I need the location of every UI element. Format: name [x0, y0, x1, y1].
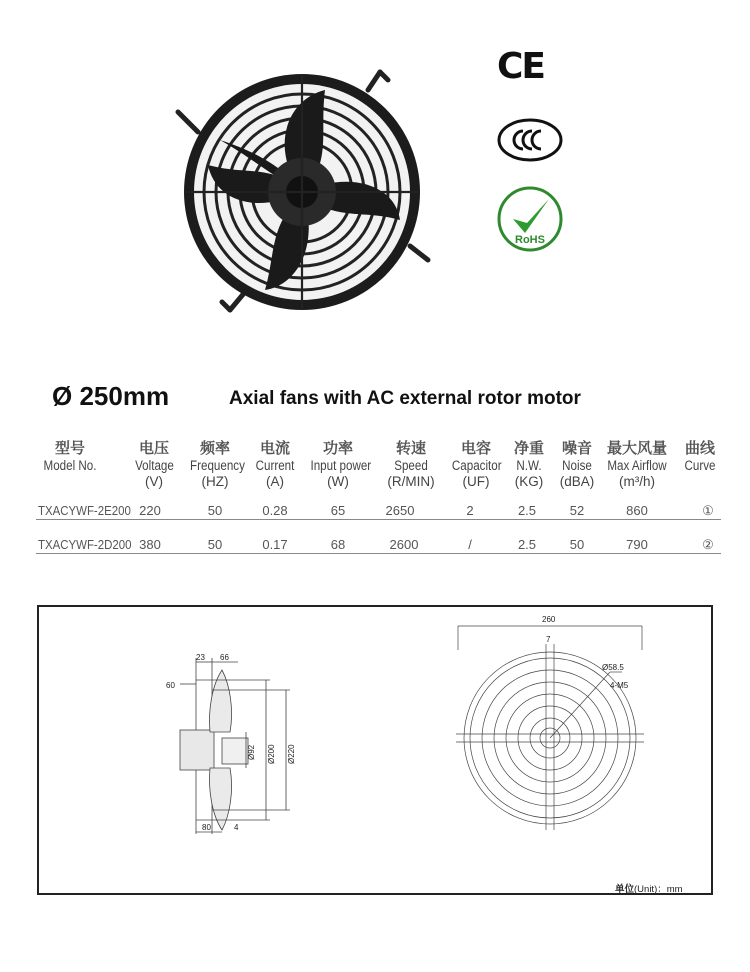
svg-text:4: 4 — [234, 823, 239, 832]
svg-text:Ø58.5: Ø58.5 — [602, 663, 624, 672]
column-header-max-airflow: 最大风量 Max Airflow (m³/h) — [606, 440, 667, 489]
column-header-capacitor: 电容 Capacitor (UF) — [451, 440, 502, 489]
fan-product-photo — [160, 60, 445, 325]
svg-text:7: 7 — [546, 635, 551, 644]
front-view-drawing — [450, 610, 650, 830]
column-header-net-weight: 净重 N.W. (KG) — [513, 440, 544, 489]
svg-text:Ø92: Ø92 — [247, 744, 256, 760]
svg-text:80: 80 — [202, 823, 211, 832]
column-header-current: 电流 Current (A) — [255, 440, 295, 489]
svg-text:260: 260 — [542, 615, 556, 624]
fan-diameter-title: Ø 250mm — [52, 381, 170, 411]
row-divider — [36, 553, 721, 554]
model-number: TXACYWF-2D200 — [38, 537, 132, 552]
column-header-noise: 噪音 Noise (dBA) — [559, 440, 595, 489]
side-view-drawing — [150, 640, 320, 840]
model-number: TXACYWF-2E200 — [38, 503, 131, 518]
column-header-frequency: 频率 Frequency (HZ) — [190, 440, 245, 489]
row-divider — [36, 519, 721, 520]
svg-text:23: 23 — [196, 653, 205, 662]
column-header-model: 型号 Model No. — [43, 440, 97, 473]
product-description-title: Axial fans with AC external rotor motor — [229, 388, 581, 409]
svg-text:60: 60 — [166, 681, 175, 690]
ccc-certification-logo — [497, 118, 563, 162]
svg-text:Ø200: Ø200 — [267, 744, 276, 764]
column-header-speed: 转速 Speed (R/MIN) — [387, 440, 435, 489]
svg-text:Ø220: Ø220 — [287, 744, 296, 764]
rohs-text: RoHS — [515, 234, 545, 246]
svg-text:66: 66 — [220, 653, 229, 662]
svg-text:4-M5: 4-M5 — [610, 681, 629, 690]
rohs-compliance-logo — [497, 183, 563, 255]
column-header-curve: 曲线 Curve — [684, 440, 716, 473]
column-header-input-power: 功率 Input power (W) — [310, 440, 372, 489]
column-header-voltage: 电压 Voltage (V) — [135, 440, 174, 489]
unit-label: 单位(Unit)：mm — [615, 884, 683, 895]
ce-mark-logo: CE — [497, 46, 545, 87]
